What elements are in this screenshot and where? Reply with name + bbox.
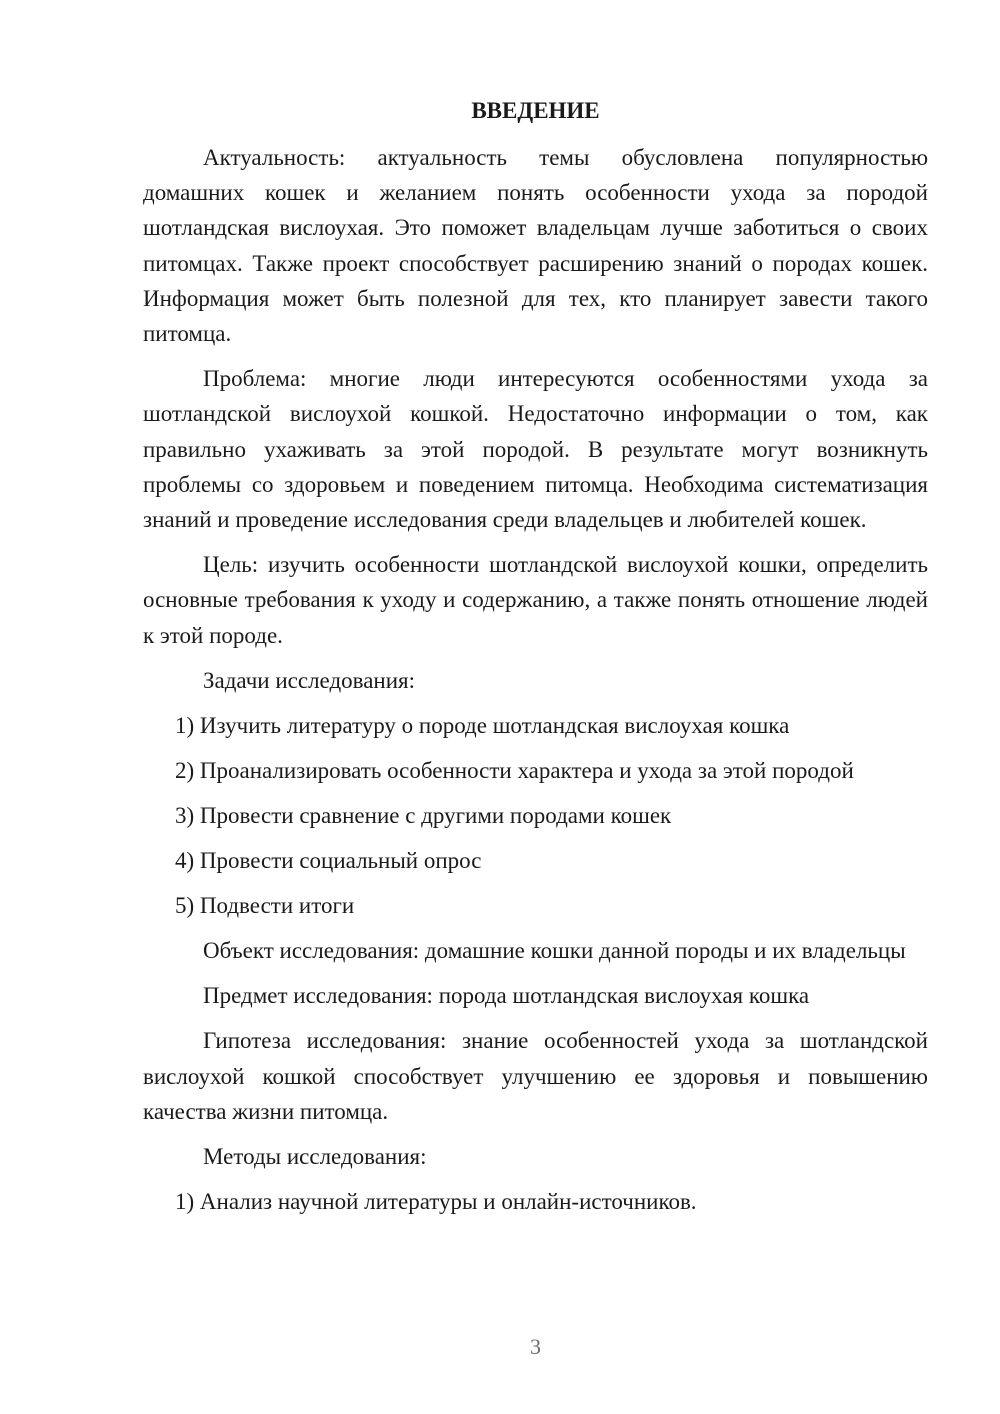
method-item-1: 1) Анализ научной литературы и онлайн-источников. bbox=[175, 1189, 697, 1215]
page-number: 3 bbox=[530, 1334, 541, 1359]
section-title: ВВЕДЕНИЕ bbox=[471, 98, 600, 123]
methods-heading: Методы исследования: bbox=[203, 1144, 427, 1170]
tasks-heading: Задачи исследования: bbox=[203, 667, 416, 693]
problem-paragraph: Проблема: многие люди интересуются особенностями ухода за шотландской вислоухой кошкой. Недостаточно информации о том, как правильно ухаживать за этой породой. В результате могут возникнуть проблемы со здоровьем и поведением питомца. Необходима систематизация знаний и проведение исследования среди владельцев и любителей кошек. bbox=[143, 366, 928, 533]
task-item-2: 2) Проанализировать особенности характера и ухода за этой породой bbox=[175, 758, 854, 784]
task-item-3: 3) Провести сравнение с другими породами кошек bbox=[175, 803, 672, 829]
goal-paragraph: Цель: изучить особенности шотландской вислоухой кошки, определить основные требования к уходу и содержанию, а также понять отношение людей к этой породе. bbox=[143, 552, 928, 648]
subject-paragraph: Предмет исследования: порода шотландская вислоухая кошка bbox=[203, 983, 810, 1009]
document-page bbox=[143, 93, 928, 1229]
task-item-1: 1) Изучить литературу о породе шотландская вислоухая кошка bbox=[175, 713, 790, 739]
task-item-5: 5) Подвести итоги bbox=[175, 893, 355, 919]
hypothesis-paragraph: Гипотеза исследования: знание особенностей ухода за шотландской вислоухой кошкой способствует улучшению ее здоровья и повышению качества жизни питомца. bbox=[143, 1028, 928, 1124]
task-item-4: 4) Провести социальный опрос bbox=[175, 848, 482, 874]
relevance-paragraph: Актуальность: актуальность темы обусловлена популярностью домашних кошек и желанием понять особенности ухода за породой шотландская вислоухая. Это поможет владельцам лучше заботиться о своих питомцах. Также проект способствует расширению знаний о породах кошек. Информация может быть полезной для тех, кто планирует завести такого питомца. bbox=[143, 145, 928, 347]
object-paragraph: Объект исследования: домашние кошки данной породы и их владельцы bbox=[203, 938, 906, 964]
